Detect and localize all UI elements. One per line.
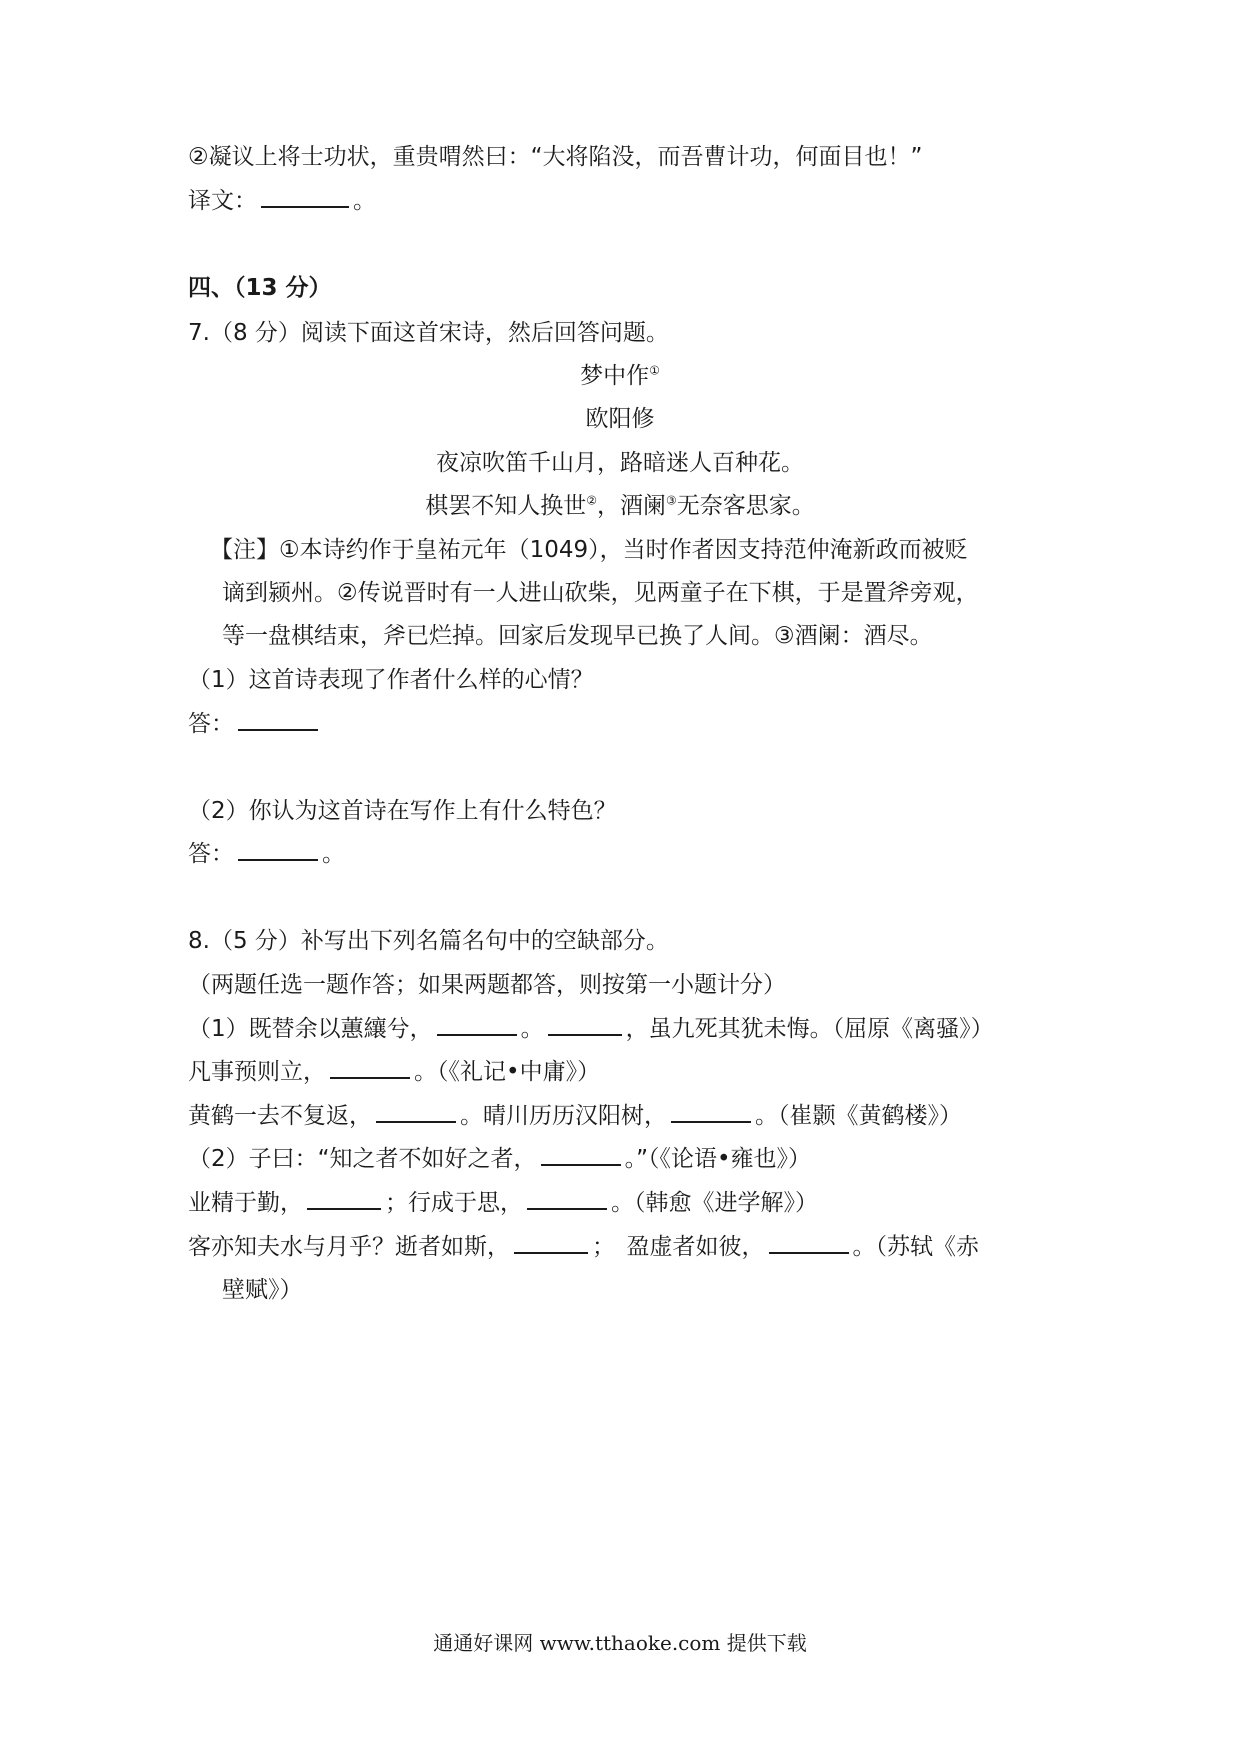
punct: 。 [353, 188, 376, 214]
answer-blank[interactable] [238, 709, 318, 731]
footnote-marker: ① [649, 363, 660, 378]
punct: 。 [322, 841, 345, 867]
answer-blank[interactable] [514, 1232, 588, 1254]
q8-instruction: （两题任选一题作答；如果两题都答，则按第一小题计分） [188, 972, 786, 998]
answer-blank[interactable] [307, 1188, 381, 1210]
answer-blank[interactable] [437, 1014, 517, 1036]
page-footer: 通通好课网 www.tthaoke.com 提供下载 [433, 1631, 807, 1655]
q8-line-6: 客亦知夫水与月乎？逝者如斯， ； 盈虚者如彼， 。（苏轼《赤 [188, 1234, 979, 1260]
q8-line-2: 凡事预则立， 。（《礼记•中庸》） [188, 1059, 601, 1085]
q8-line-1: （1）既替余以蕙纕兮， 。 ，虽九死其犹未悔。（屈原《离骚》） [188, 1016, 994, 1042]
q8-line-4: （2）子曰：“知之者不如好之者， 。”（《论语•雍也》） [188, 1146, 812, 1172]
q7-prompt: 7.（8 分）阅读下面这首宋诗，然后回答问题。 [188, 320, 669, 346]
q6-translation-line [188, 186, 376, 216]
answer-blank[interactable] [261, 186, 349, 208]
poem-line-2: 棋罢不知人换世②，酒阑③无奈客思家。 [425, 493, 815, 519]
answer-label: 答： [188, 711, 234, 737]
answer-label: 答： [188, 841, 234, 867]
q8-line-7: 壁赋》） [222, 1277, 303, 1303]
answer-blank[interactable] [527, 1188, 607, 1210]
answer-blank[interactable] [376, 1101, 456, 1123]
answer-blank[interactable] [769, 1232, 849, 1254]
section-4-heading: 四、（13 分） [188, 275, 332, 301]
notes-line-3: 等一盘棋结束，斧已烂掉。回家后发现早已换了人间。③酒阑：酒尽。 [222, 623, 933, 649]
translation-label: 译文： [188, 188, 257, 214]
footnote-marker: ② [586, 493, 597, 508]
q7-sub1-answer [188, 709, 322, 739]
answer-blank[interactable] [671, 1101, 751, 1123]
notes-line-1: 【注】①本诗约作于皇祐元年（1049），当时作者因支持范仲淹新政而被贬 [210, 537, 968, 563]
q7-sub2-question: （2）你认为这首诗在写作上有什么特色？ [188, 798, 617, 824]
q7-sub1-question: （1）这首诗表现了作者什么样的心情？ [188, 667, 594, 693]
q8-line-5: 业精于勤， ；行成于思， 。（韩愈《进学解》） [188, 1190, 818, 1216]
notes-line-2: 谪到颍州。②传说晋时有一人进山砍柴，见两童子在下棋，于是置斧旁观， [222, 580, 979, 606]
answer-blank[interactable] [541, 1144, 621, 1166]
footnote-marker: ③ [666, 493, 677, 508]
poem-title: 梦中作① [580, 363, 660, 389]
answer-blank[interactable] [548, 1014, 622, 1036]
answer-blank[interactable] [238, 839, 318, 861]
q6-sentence-2: ②凝议上将士功状，重贵喟然曰：“大将陷没，而吾曹计功，何面目也！” [188, 144, 923, 170]
q7-sub2-answer [188, 839, 345, 869]
poem-line-1: 夜凉吹笛千山月，路暗迷人百种花。 [436, 450, 804, 476]
poem-author: 欧阳修 [585, 406, 655, 432]
answer-blank[interactable] [330, 1057, 410, 1079]
q8-line-3: 黄鹤一去不复返， 。晴川历历汉阳树， 。（崔颢《黄鹤楼》） [188, 1103, 962, 1129]
q8-prompt: 8.（5 分）补写出下列名篇名句中的空缺部分。 [188, 928, 669, 954]
